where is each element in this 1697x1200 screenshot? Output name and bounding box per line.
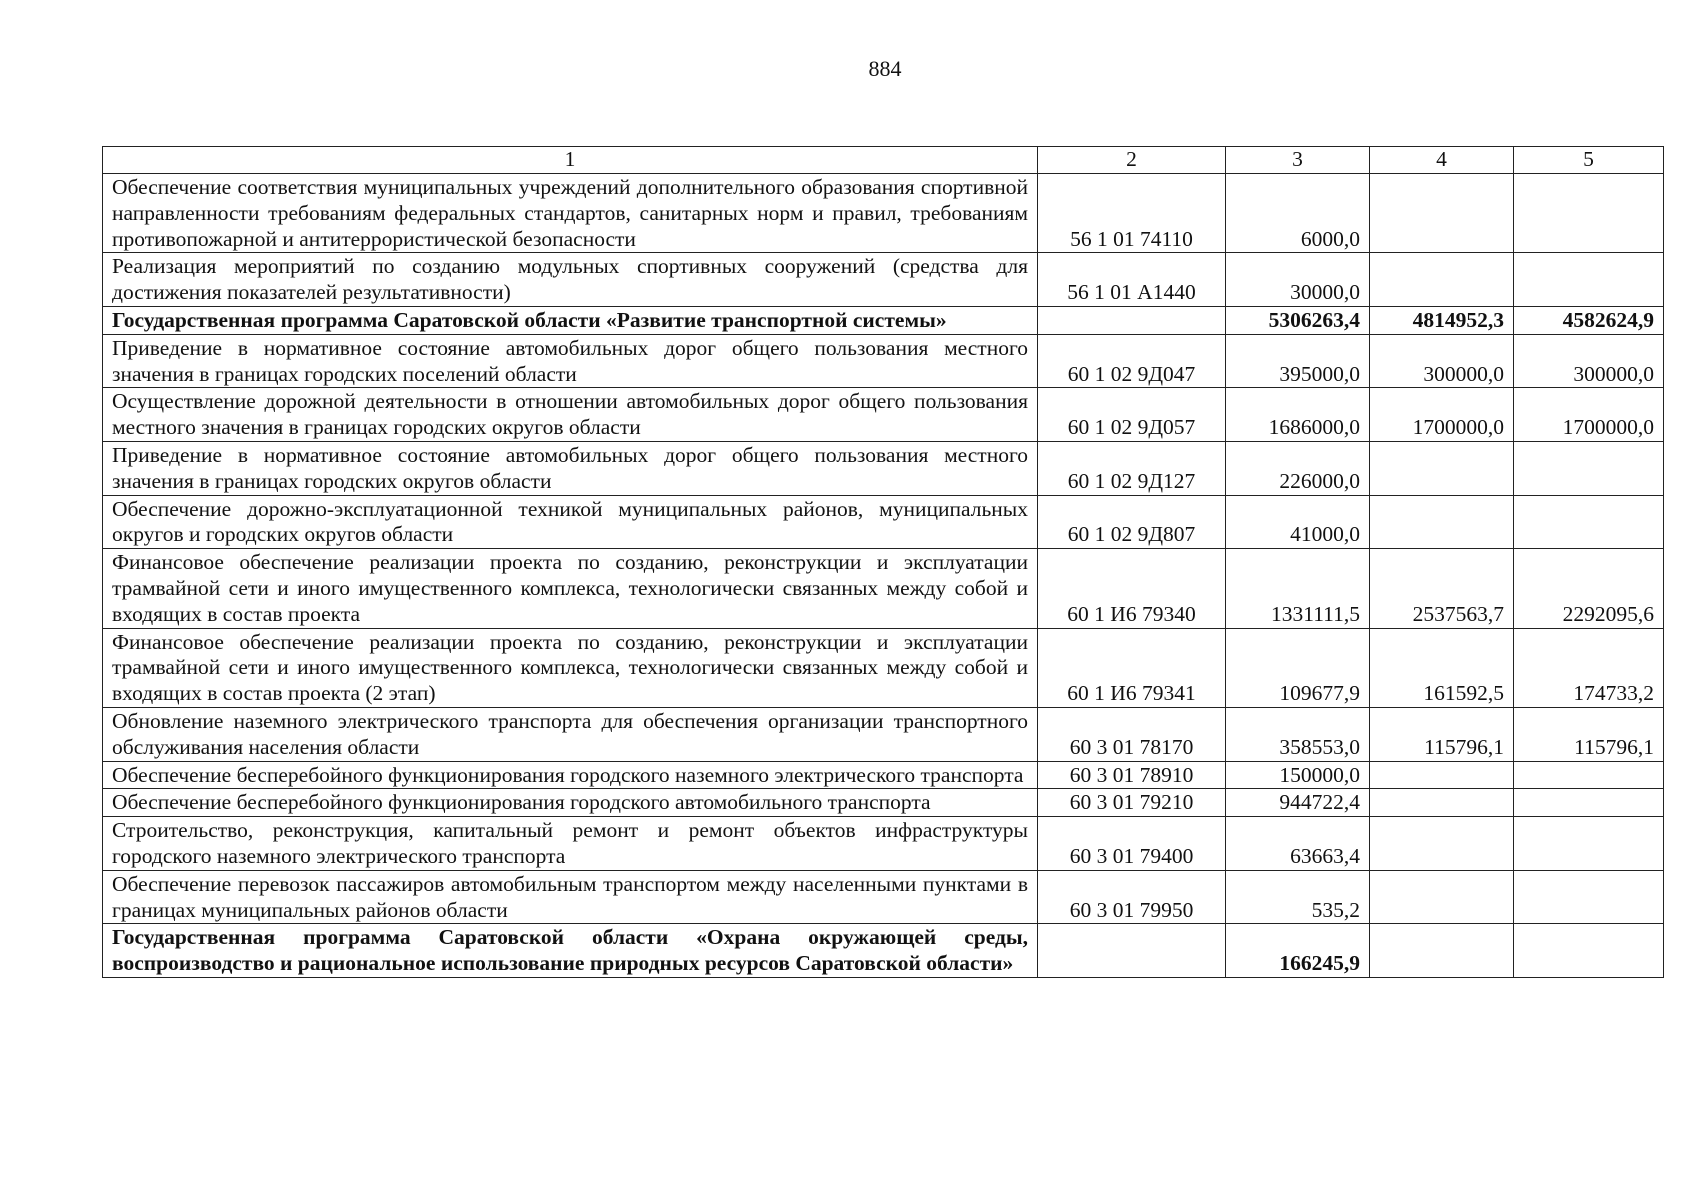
row-value-5 — [1514, 789, 1664, 817]
program-row — [103, 924, 1664, 978]
row-value-5 — [1514, 817, 1664, 871]
row-value-5 — [1514, 495, 1664, 549]
row-value-4 — [1370, 253, 1514, 307]
row-value-4: 1700000,0 — [1370, 388, 1514, 442]
column-header-2: 2 — [1038, 147, 1226, 174]
row-value-5: 174733,2 — [1514, 628, 1664, 707]
table-row — [103, 495, 1664, 549]
row-code: 60 1 02 9Д127 — [1038, 441, 1226, 495]
row-code — [1038, 924, 1226, 978]
table-header-row — [103, 147, 1664, 174]
row-value-5 — [1514, 253, 1664, 307]
row-value-3: 41000,0 — [1226, 495, 1370, 549]
row-value-3: 150000,0 — [1226, 761, 1370, 789]
row-description: Обеспечение соответствия муниципальных учреждений дополнительного образования спортивной направленности требованиям федеральных стандартов, санитарных норм и правил, требованиям противопожарной и антитеррористической безопасности — [103, 174, 1038, 253]
row-value-5: 2292095,6 — [1514, 549, 1664, 628]
row-description: Обновление наземного электрического транспорта для обеспечения организации транспортного обслуживания населения области — [103, 707, 1038, 761]
row-value-3: 6000,0 — [1226, 174, 1370, 253]
row-value-3: 30000,0 — [1226, 253, 1370, 307]
row-description: Обеспечение перевозок пассажиров автомобильным транспортом между населенными пунктами в границах муниципальных районов области — [103, 870, 1038, 924]
row-value-3: 358553,0 — [1226, 707, 1370, 761]
page-number: 884 — [868, 56, 902, 81]
row-description: Приведение в нормативное состояние автомобильных дорог общего пользования местного значения в границах городских поселений области — [103, 334, 1038, 388]
row-value-5 — [1514, 870, 1664, 924]
column-header-5: 5 — [1514, 147, 1664, 174]
row-value-5 — [1514, 924, 1664, 978]
row-code: 60 1 И6 79340 — [1038, 549, 1226, 628]
row-description: Приведение в нормативное состояние автомобильных дорог общего пользования местного значения в границах городских округов области — [103, 441, 1038, 495]
row-value-4 — [1370, 174, 1514, 253]
row-value-4: 2537563,7 — [1370, 549, 1514, 628]
row-description: Государственная программа Саратовской области «Развитие транспортной системы» — [103, 306, 1038, 334]
table-row — [103, 253, 1664, 307]
row-description: Обеспечение бесперебойного функционирования городского автомобильного транспорта — [103, 789, 1038, 817]
row-value-5: 1700000,0 — [1514, 388, 1664, 442]
row-value-4 — [1370, 441, 1514, 495]
row-description: Обеспечение дорожно-эксплуатационной техникой муниципальных районов, муниципальных округов и городских округов области — [103, 495, 1038, 549]
row-value-3: 1686000,0 — [1226, 388, 1370, 442]
row-code: 60 1 02 9Д047 — [1038, 334, 1226, 388]
row-code: 60 1 02 9Д057 — [1038, 388, 1226, 442]
row-code: 60 3 01 79950 — [1038, 870, 1226, 924]
table-row — [103, 817, 1664, 871]
table-row — [103, 388, 1664, 442]
row-value-5: 300000,0 — [1514, 334, 1664, 388]
row-description: Осуществление дорожной деятельности в отношении автомобильных дорог общего пользования местного значения в границах городских округов области — [103, 388, 1038, 442]
column-header-4: 4 — [1370, 147, 1514, 174]
table-row — [103, 761, 1664, 789]
row-description: Обеспечение бесперебойного функционирования городского наземного электрического транспорта — [103, 761, 1038, 789]
row-code: 60 1 И6 79341 — [1038, 628, 1226, 707]
table-row — [103, 441, 1664, 495]
row-value-5 — [1514, 174, 1664, 253]
row-value-3: 63663,4 — [1226, 817, 1370, 871]
row-code: 56 1 01 А1440 — [1038, 253, 1226, 307]
row-value-3: 109677,9 — [1226, 628, 1370, 707]
column-header-1: 1 — [103, 147, 1038, 174]
table-row — [103, 870, 1664, 924]
row-description: Государственная программа Саратовской области «Охрана окружающей среды, воспроизводство и рациональное использование природных ресурсов Саратовской области» — [103, 924, 1038, 978]
row-value-4: 115796,1 — [1370, 707, 1514, 761]
row-value-5 — [1514, 441, 1664, 495]
row-value-4 — [1370, 761, 1514, 789]
row-value-3: 1331111,5 — [1226, 549, 1370, 628]
row-description: Строительство, реконструкция, капитальный ремонт и ремонт объектов инфраструктуры городского наземного электрического транспорта — [103, 817, 1038, 871]
row-value-3: 944722,4 — [1226, 789, 1370, 817]
table-row — [103, 334, 1664, 388]
table-row — [103, 628, 1664, 707]
row-value-4: 161592,5 — [1370, 628, 1514, 707]
table-row — [103, 549, 1664, 628]
row-value-5: 4582624,9 — [1514, 306, 1664, 334]
column-header-3: 3 — [1226, 147, 1370, 174]
row-description: Финансовое обеспечение реализации проекта по созданию, реконструкции и эксплуатации трамвайной сети и иного имущественного комплекса, технологически связанных между собой и входящих в состав проекта — [103, 549, 1038, 628]
row-value-3: 166245,9 — [1226, 924, 1370, 978]
row-value-4 — [1370, 789, 1514, 817]
budget-table — [102, 146, 1664, 978]
table-row — [103, 174, 1664, 253]
row-description: Финансовое обеспечение реализации проекта по созданию, реконструкции и эксплуатации трамвайной сети и иного имущественного комплекса, технологически связанных между собой и входящих в состав проекта (2 этап) — [103, 628, 1038, 707]
row-code: 56 1 01 74110 — [1038, 174, 1226, 253]
program-row — [103, 306, 1664, 334]
row-value-3: 226000,0 — [1226, 441, 1370, 495]
row-code: 60 3 01 78910 — [1038, 761, 1226, 789]
row-code: 60 1 02 9Д807 — [1038, 495, 1226, 549]
row-value-4 — [1370, 924, 1514, 978]
row-description: Реализация мероприятий по созданию модульных спортивных сооружений (средства для достижения показателей результативности) — [103, 253, 1038, 307]
table-row — [103, 789, 1664, 817]
row-value-4 — [1370, 817, 1514, 871]
row-value-4 — [1370, 495, 1514, 549]
row-value-3: 5306263,4 — [1226, 306, 1370, 334]
row-code — [1038, 306, 1226, 334]
row-value-4: 300000,0 — [1370, 334, 1514, 388]
row-value-3: 535,2 — [1226, 870, 1370, 924]
table-row — [103, 707, 1664, 761]
row-value-4 — [1370, 870, 1514, 924]
row-value-4: 4814952,3 — [1370, 306, 1514, 334]
table-body — [103, 147, 1664, 978]
row-value-5: 115796,1 — [1514, 707, 1664, 761]
row-code: 60 3 01 79210 — [1038, 789, 1226, 817]
row-value-3: 395000,0 — [1226, 334, 1370, 388]
row-code: 60 3 01 78170 — [1038, 707, 1226, 761]
row-code: 60 3 01 79400 — [1038, 817, 1226, 871]
row-value-5 — [1514, 761, 1664, 789]
